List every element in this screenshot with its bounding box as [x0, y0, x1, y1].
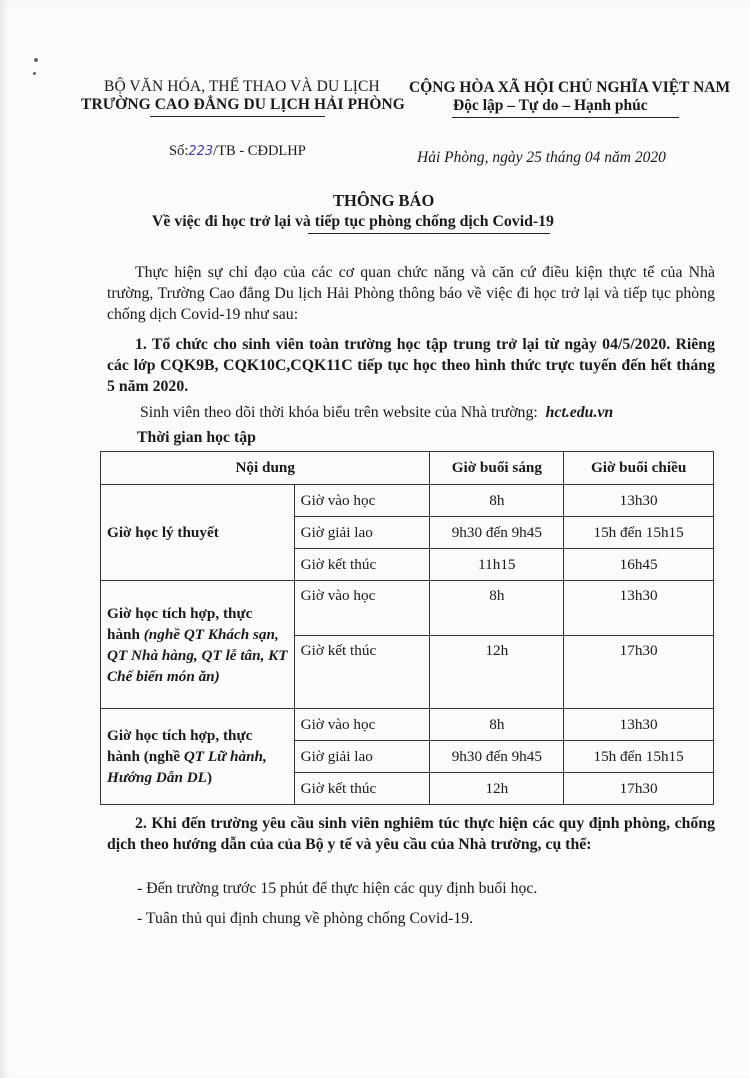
- afternoon-cell: 13h30: [564, 709, 714, 741]
- row-label: Giờ kết thúc: [294, 773, 430, 805]
- afternoon-cell: 17h30: [564, 636, 714, 709]
- bullet-item: - Tuân thủ qui định chung về phòng chống Covid-19.: [137, 910, 474, 927]
- morning-cell: 9h30 đến 9h45: [430, 741, 564, 773]
- header-content: Nội dung: [101, 452, 430, 485]
- table-row: [101, 485, 714, 517]
- row-label: Giờ giải lao: [294, 741, 430, 773]
- header-afternoon: Giờ buổi chiều: [564, 452, 714, 485]
- school-name: TRƯỜNG CAO ĐẲNG DU LỊCH HẢI PHÒNG: [81, 96, 405, 113]
- section-2-paragraph: 2. Khi đến trường yêu cầu sinh viên nghiêm túc thực hiện các quy định phòng, chống dịch theo hướng dẫn của của Bộ y tế và yêu cầu của Nhà trường, cụ thể:: [107, 815, 715, 853]
- section-1-paragraph: 1. Tổ chức cho sinh viên toàn trường học tập trung trở lại từ ngày 04/5/2020. Riêng các lớp CQK9B, CQK10C,CQK11C tiếp tục học theo hình thức trực tuyến đến hết tháng 5 năm 2020.: [107, 336, 715, 395]
- republic-name: CỘNG HÒA XÃ HỘI CHỦ NGHĨA VIỆT NAM: [409, 79, 731, 96]
- website-note-text: Sinh viên theo dõi thời khóa biểu trên website của Nhà trường:: [140, 404, 538, 421]
- group-label-italic: QT Lữ hành, Hướng Dẫn DL: [107, 748, 267, 786]
- row-label: Giờ kết thúc: [294, 636, 430, 709]
- school-underline: [150, 116, 325, 117]
- afternoon-cell: 16h45: [564, 549, 714, 581]
- table-row: [101, 581, 714, 636]
- intro-paragraph: Thực hiện sự chỉ đạo của các cơ quan chức năng và căn cứ điều kiện thực tế của Nhà trường, Trường Cao đẳng Du lịch Hải Phòng thông báo về việc đi học trở lại và tiếp tục phòng chống dịch Covid-19 như sau:: [107, 264, 715, 323]
- morning-cell: 12h: [430, 636, 564, 709]
- website-note: [140, 404, 613, 422]
- number-suffix: /TB - CĐDLHP: [213, 143, 306, 159]
- handwritten-number: 223: [188, 144, 214, 159]
- afternoon-cell: 15h đến 15h15: [564, 741, 714, 773]
- subject-underline: [308, 233, 550, 234]
- morning-cell: 8h: [430, 581, 564, 636]
- afternoon-cell: 15h đến 15h15: [564, 517, 714, 549]
- row-label: Giờ vào học: [294, 581, 430, 636]
- header-morning: Giờ buổi sáng: [430, 452, 564, 485]
- document-number: [169, 143, 306, 160]
- group-label-end: ): [206, 769, 213, 786]
- group-label-italic: (nghề QT Khách sạn, QT Nhà hàng, QT lễ tân, KT Chế biến món ăn): [107, 625, 288, 685]
- ministry-name: BỘ VĂN HÓA, THỂ THAO VÀ DU LỊCH: [104, 78, 380, 95]
- group-theory-label: Giờ học lý thuyết: [101, 485, 295, 581]
- number-prefix: Số:: [169, 143, 189, 159]
- row-label: Giờ vào học: [294, 485, 430, 517]
- notice-subject: Về việc đi học trở lại và tiếp tục phòng chống dịch Covid-19: [152, 213, 554, 230]
- table-header-row: [101, 452, 714, 485]
- morning-cell: 9h30 đến 9h45: [430, 517, 564, 549]
- morning-cell: 11h15: [430, 549, 564, 581]
- row-label: Giờ vào học: [294, 709, 430, 741]
- group-label-plain: Giờ học tích hợp, thực hành (nghề: [107, 727, 253, 765]
- group-practice-hotel-label: [101, 581, 295, 709]
- morning-cell: 8h: [430, 709, 564, 741]
- schedule-heading: Thời gian học tập: [137, 429, 256, 446]
- afternoon-cell: 13h30: [564, 581, 714, 636]
- row-label: Giờ kết thúc: [294, 549, 430, 581]
- row-label: Giờ giải lao: [294, 517, 430, 549]
- group-label-plain: Giờ học tích hợp, thực hành: [107, 604, 253, 643]
- morning-cell: 8h: [430, 485, 564, 517]
- website-link[interactable]: hct.edu.vn: [545, 404, 614, 421]
- afternoon-cell: 17h30: [564, 773, 714, 805]
- table-row: [101, 709, 714, 741]
- schedule-table: [100, 451, 714, 805]
- place-date: Hải Phòng, ngày 25 tháng 04 năm 2020: [417, 149, 666, 166]
- group-practice-travel-label: [101, 709, 295, 805]
- motto-underline: [452, 117, 679, 118]
- scan-mark: [33, 72, 36, 75]
- motto: Độc lập – Tự do – Hạnh phúc: [453, 97, 648, 114]
- afternoon-cell: 13h30: [564, 485, 714, 517]
- morning-cell: 12h: [430, 773, 564, 805]
- scan-mark: [34, 58, 38, 62]
- notice-title: THÔNG BÁO: [333, 191, 435, 210]
- bullet-item: - Đến trường trước 15 phút để thực hiện các quy định buổi học.: [137, 880, 538, 897]
